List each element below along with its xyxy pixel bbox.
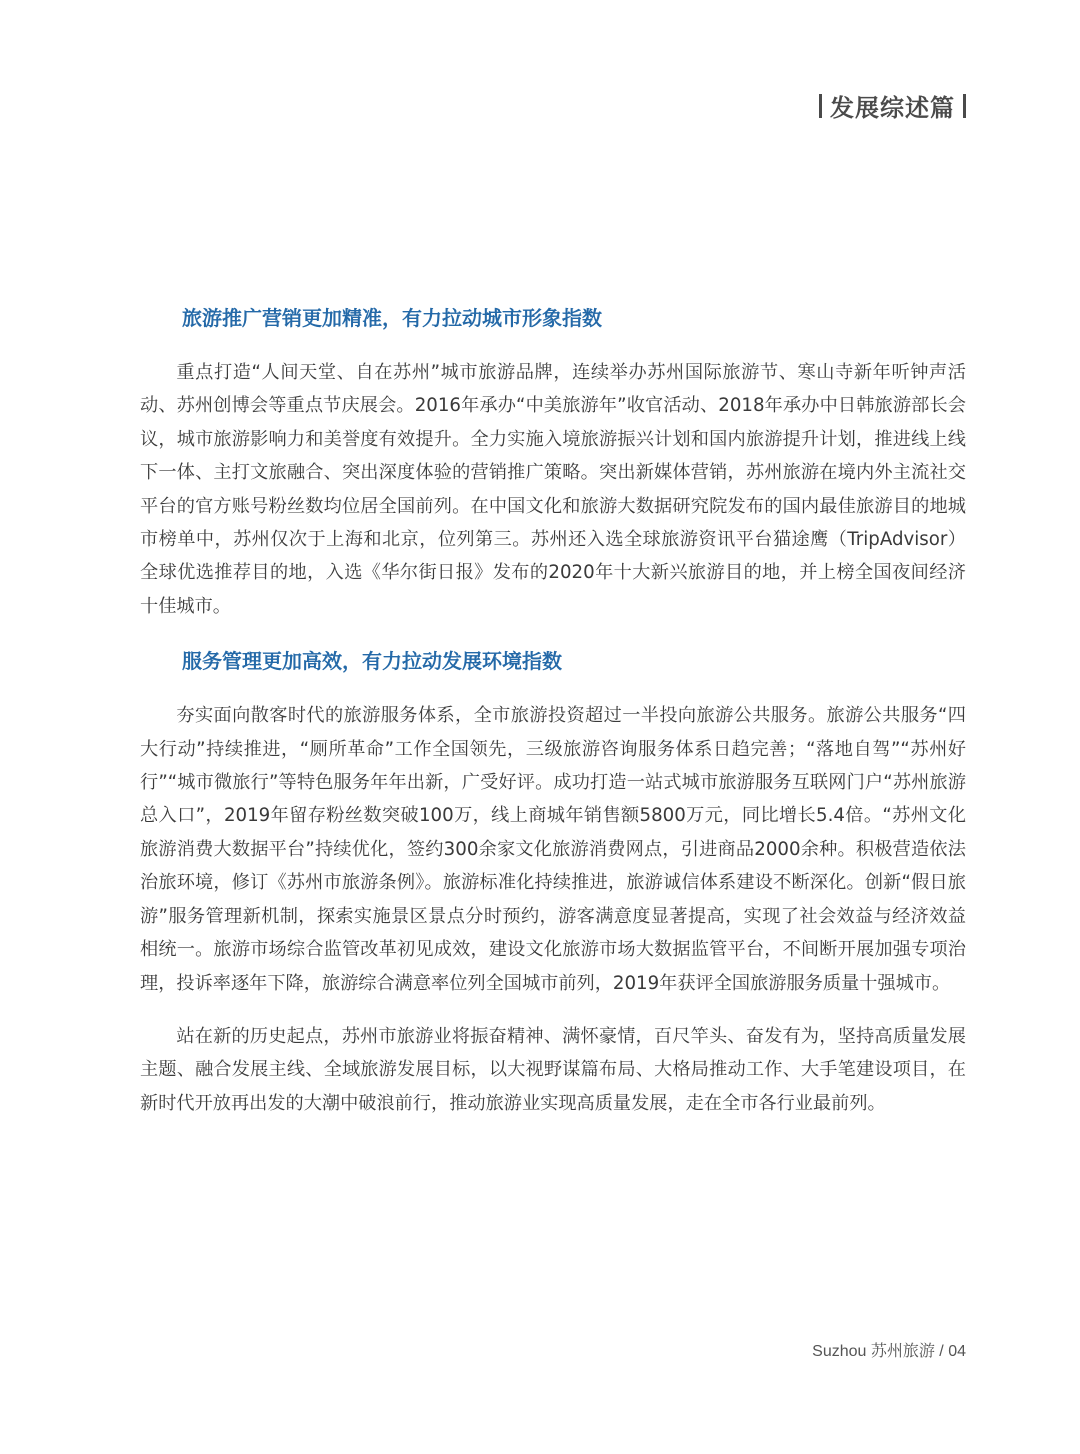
subheading-promotion: 旅游推广营销更加精准，有力拉动城市形象指数 <box>182 306 602 330</box>
paragraph-promotion: 重点打造“人间天堂、自在苏州”城市旅游品牌，连续举办苏州国际旅游节、寒山寺新年听钟声活动、苏州创博会等重点节庆展会。2016年承办“中美旅游年”收官活动、2018年承办中日韩旅游部长会议，城市旅游影响力和美誉度有效提升。全力实施入境旅游振兴计划和国内旅游提升计划，推进线上线下一体、主打文旅融合、突出深度体验的营销推广策略。突出新媒体营销，苏州旅游在境内外主流社交平台的官方账号粉丝数均位居全国前列。在中国文化和旅游大数据研究院发布的国内最佳旅游目的地城市榜单中，苏州仅次于上海和北京，位列第三。苏州还入选全球旅游资讯平台猫途鹰（TripAdvisor）全球优选推荐目的地，入选《华尔街日报》发布的2020年十大新兴旅游目的地，并上榜全国夜间经济十佳城市。 <box>140 362 966 617</box>
section-header <box>819 88 966 123</box>
main-content <box>140 300 966 1140</box>
header-left-bar <box>819 94 822 118</box>
paragraph-service: 夯实面向散客时代的旅游服务体系，全市旅游投资超过一半投向旅游公共服务。旅游公共服务“四大行动”持续推进，“厕所革命”工作全国领先，三级旅游咨询服务体系日趋完善；“落地自驾”“苏州好行”“城市微旅行”等特色服务年年出新，广受好评。成功打造一站式城市旅游服务互联网门户“苏州旅游总入口”，2019年留存粉丝数突破100万，线上商城年销售额5800万元，同比增长5.4倍。“苏州文化旅游消费大数据平台”持续优化，签约300余家文化旅游消费网点，引进商品2000余种。积极营造依法治旅环境，修订《苏州市旅游条例》。旅游标准化持续推进，旅游诚信体系建设不断深化。创新“假日旅游”服务管理新机制，探索实施景区景点分时预约，游客满意度显著提高，实现了社会效益与经济效益相统一。旅游市场综合监管改革初见成效，建设文化旅游市场大数据监管平台，不间断开展加强专项治理，投诉率逐年下降，旅游综合满意率位列全国城市前列，2019年获评全国旅游服务质量十强城市。 <box>140 705 966 994</box>
section-title: 发展综述篇 <box>830 94 955 122</box>
header-right-bar <box>963 94 966 118</box>
paragraph-closing: 站在新的历史起点，苏州市旅游业将振奋精神、满怀豪情，百尺竿头、奋发有为，坚持高质量发展主题、融合发展主线、全域旅游发展目标，以大视野谋篇布局、大格局推动工作、大手笔建设项目，在新时代开放再出发的大潮中破浪前行，推动旅游业实现高质量发展，走在全市各行业最前列。 <box>140 1025 966 1114</box>
page-footer: Suzhou 苏州旅游 / 04 <box>812 1343 966 1360</box>
subheading-service: 服务管理更加高效，有力拉动发展环境指数 <box>182 649 562 674</box>
